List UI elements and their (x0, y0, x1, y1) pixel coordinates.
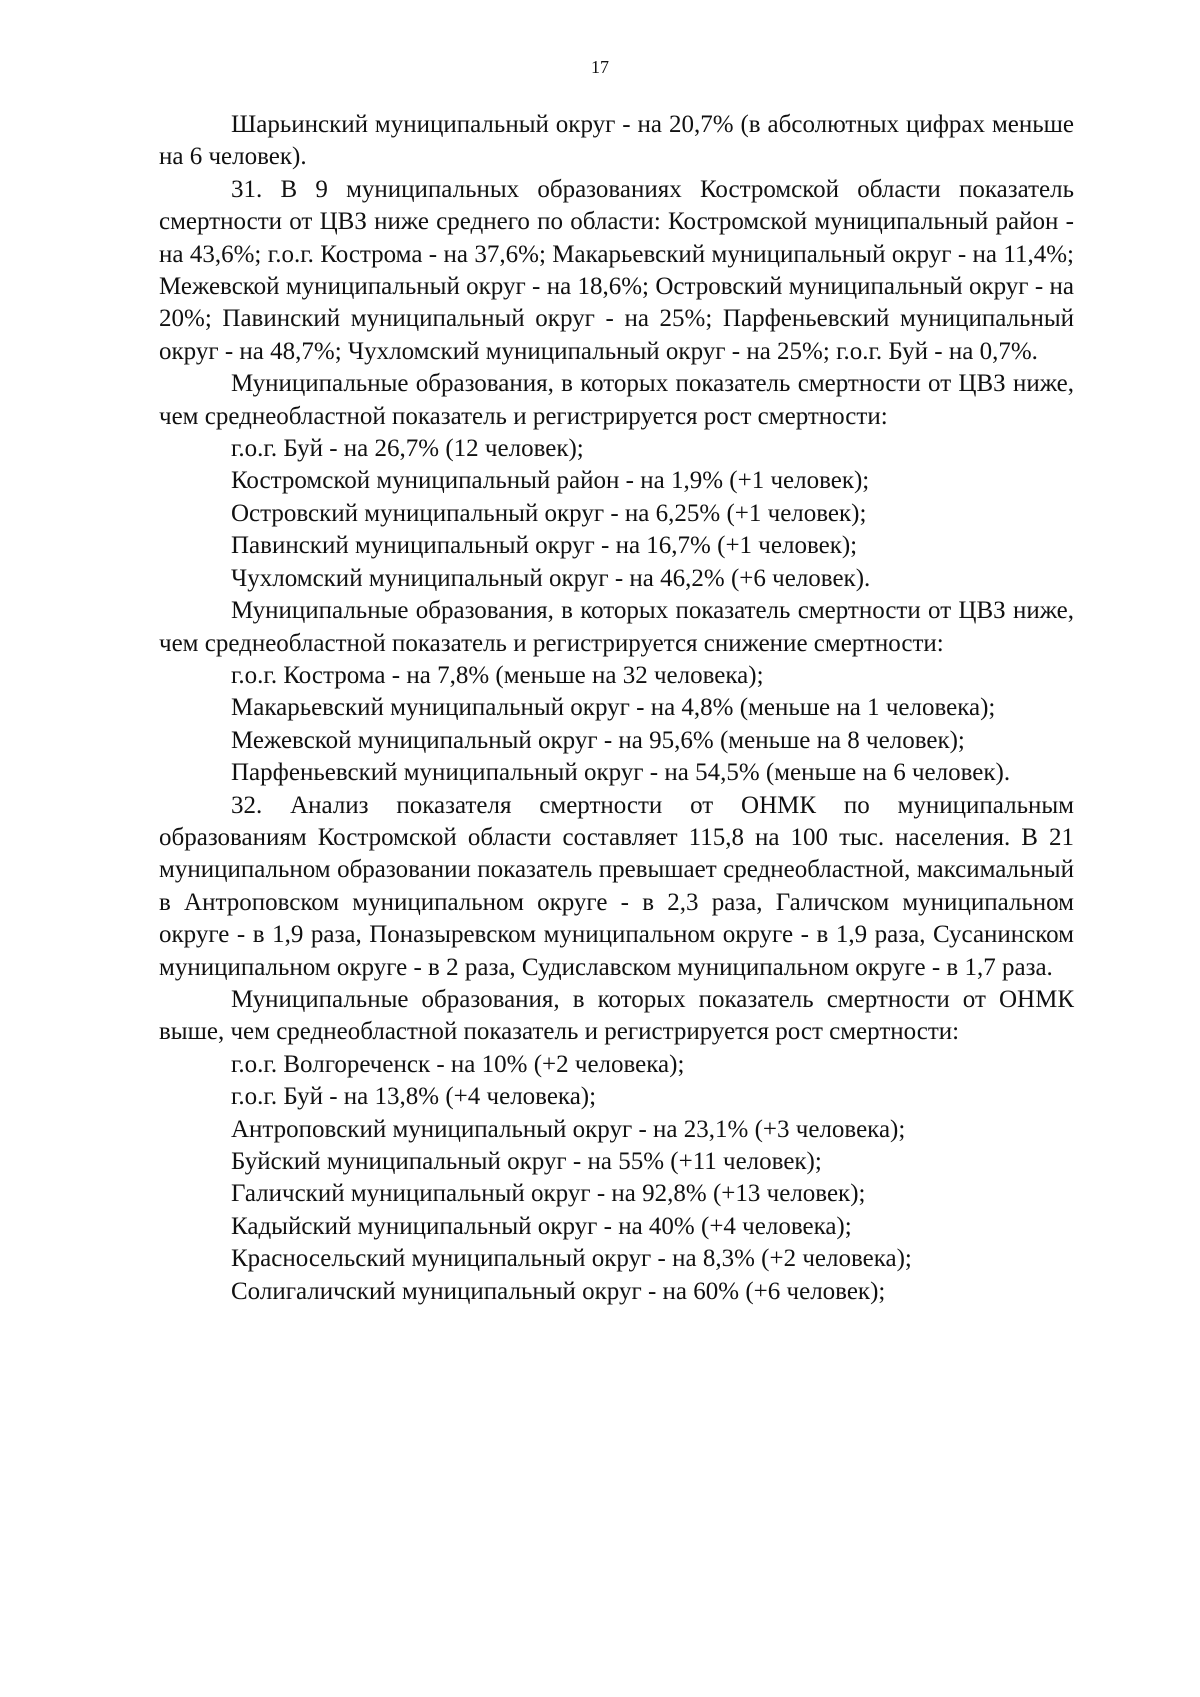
paragraph: 31. В 9 муниципальных образованиях Костромской области показатель смертности от ЦВЗ ниже среднего по области: Костромской муниципальный район - на 43,6%; г.о.г. Кострома - на 37,6%; Макарьевский муниципальный округ - на 11,4%; Межевской муниципальный округ - на 18,6%; Островский муниципальный округ - на 20%; Павинский муниципальный округ - на 25%; Парфеньевский муниципальный округ - на 48,7%; Чухломский муниципальный округ - на 25%; г.о.г. Буй - на 0,7%. (159, 175, 1074, 365)
list-item: Чухломский муниципальный округ - на 46,2% (+6 человек). (231, 564, 871, 592)
list-item: Макарьевский муниципальный округ - на 4,8% (меньше на 1 человека); (231, 694, 996, 722)
list-item: Антроповский муниципальный округ - на 23,1% (+3 человека); (231, 1115, 906, 1143)
paragraph: Муниципальные образования, в которых показатель смертности от ЦВЗ ниже, чем среднеобластной показатель и регистрируется снижение смертности: (159, 597, 1074, 657)
list-item: г.о.г. Буй - на 13,8% (+4 человека); (231, 1083, 597, 1111)
list-item: г.о.г. Волгореченск - на 10% (+2 человека); (231, 1050, 685, 1078)
paragraph: Шарьинский муниципальный округ - на 20,7% (в абсолютных цифрах меньше на 6 человек). (159, 111, 1074, 171)
list-item: Парфеньевский муниципальный округ - на 54,5% (меньше на 6 человек). (231, 759, 1011, 787)
page-number: 17 (591, 57, 609, 77)
list-item: Костромской муниципальный район - на 1,9% (+1 человек); (231, 467, 870, 495)
list-item: Буйский муниципальный округ - на 55% (+11 человек); (231, 1148, 822, 1175)
list-item: г.о.г. Кострома - на 7,8% (меньше на 32 человека); (231, 661, 764, 689)
document-body (159, 109, 1074, 1308)
paragraph: Муниципальные образования, в которых показатель смертности от ОНМК выше, чем среднеобластной показатель и регистрируется рост смертности: (159, 985, 1074, 1046)
list-item: Кадыйский муниципальный округ - на 40% (+4 человека); (231, 1212, 852, 1240)
list-item: Павинский муниципальный округ - на 16,7% (+1 человек); (231, 532, 858, 560)
list-item: г.о.г. Буй - на 26,7% (12 человек); (231, 435, 584, 463)
list-item: Галичский муниципальный округ - на 92,8% (+13 человек); (231, 1180, 866, 1208)
list-item: Солигаличский муниципальный округ - на 60% (+6 человек); (231, 1277, 886, 1305)
list-item: Островский муниципальный округ - на 6,25% (+1 человек); (231, 499, 867, 527)
list-item: Красносельский муниципальный округ - на 8,3% (+2 человека); (231, 1245, 912, 1273)
paragraph: 32. Анализ показателя смертности от ОНМК по муниципальным образованиям Костромской области составляет 115,8 на 100 тыс. населения. В 21 муниципальном образовании показатель превышает среднеобластной, максимальный в Антроповском муниципальном округе - в 2,3 раза, Галичском муниципальном округе - в 1,9 раза, Поназыревском муниципальном округе - в 1,9 раза, Сусанинском муниципальном округе - в 2 раза, Судиславском муниципальном округе - в 1,7 раза. (159, 791, 1074, 981)
list-item: Межевской муниципальный округ - на 95,6% (меньше на 8 человек); (231, 726, 965, 754)
paragraph: Муниципальные образования, в которых показатель смертности от ЦВЗ ниже, чем среднеобластной показатель и регистрируется рост смертности: (159, 370, 1074, 430)
